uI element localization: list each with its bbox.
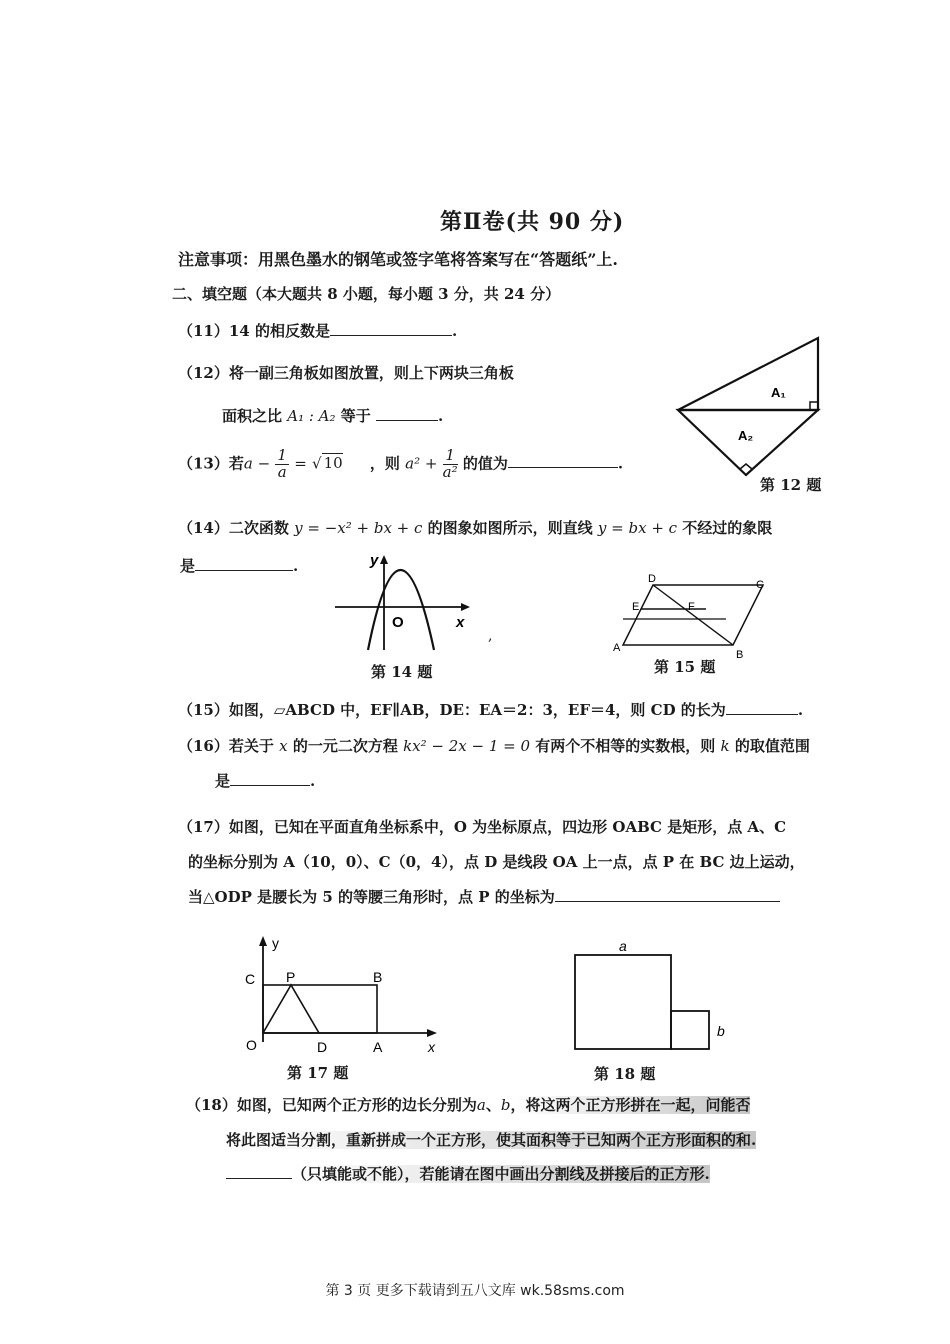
question-15 bbox=[178, 699, 803, 720]
question-number: （17） bbox=[178, 818, 229, 836]
answer-blank bbox=[230, 771, 310, 786]
page-footer: 第 3 页 更多下载请到五八文库 wk.58sms.com bbox=[325, 1283, 625, 1299]
question-text: 是 bbox=[215, 772, 231, 790]
question-text: 二次函数 bbox=[228, 519, 289, 537]
question-text: 等于 bbox=[340, 407, 371, 425]
question-13: （13）若a − $\frac{1}{a}$ = √ 10 ，则 a² + $\frac{1}{\text{a²}}$ 的值为 . bbox=[178, 446, 624, 481]
question-18-line2 bbox=[226, 1129, 756, 1150]
section-heading: 二、填空题（本大题共 8 小题，每小题 3 分，共 24 分） bbox=[172, 285, 561, 303]
question-text: 如图，已知在平面直角坐标系中，O 为坐标原点，四边形 OABC 是矩形，点 A、C bbox=[228, 818, 787, 836]
answer-blank bbox=[376, 406, 438, 421]
caption-17: 第 17 题 bbox=[287, 1064, 349, 1082]
notice: 注意事项：用黑色墨水的钢笔或签字笔将答案写在“答题纸”上. bbox=[178, 250, 618, 269]
variable-b: b bbox=[500, 1096, 511, 1114]
right-angle-mark bbox=[810, 402, 818, 410]
square-a bbox=[575, 955, 671, 1049]
parabola-curve bbox=[368, 570, 434, 650]
label-y: y bbox=[272, 935, 279, 951]
variable-a: a bbox=[476, 1096, 486, 1114]
question-17-line2: 的坐标分别为 A（10，0）、C（0，4），点 D 是线段 OA 上一点，点 P 在 BC 边上运动， bbox=[188, 853, 805, 871]
caption-15: 第 15 题 bbox=[654, 658, 716, 676]
answer-blank bbox=[726, 700, 798, 715]
label-a1: A₁ bbox=[771, 385, 786, 400]
fraction-1-over-a-squared bbox=[443, 448, 458, 481]
caption-18: 第 18 题 bbox=[594, 1065, 656, 1083]
function-expression: y = −x² + bx + c bbox=[294, 519, 423, 537]
label-y: y bbox=[370, 552, 379, 569]
label-b: B bbox=[736, 649, 744, 661]
x-axis-arrow bbox=[427, 1029, 437, 1037]
question-17 bbox=[178, 816, 786, 837]
equals-sign: = bbox=[294, 454, 307, 473]
variable-x: x bbox=[279, 737, 288, 755]
question-text: 面积之比 bbox=[222, 407, 283, 425]
label-c: C bbox=[756, 579, 764, 591]
question-number: （18） bbox=[186, 1096, 237, 1114]
square-b bbox=[671, 1011, 709, 1049]
period: . bbox=[797, 701, 804, 719]
label-d: D bbox=[648, 573, 656, 585]
answer-blank bbox=[508, 453, 618, 468]
question-text: 的一元二次方程 bbox=[292, 737, 398, 755]
question-16 bbox=[178, 735, 810, 756]
fraction-denominator: a² bbox=[442, 462, 458, 481]
question-text: ，将这两个正方形拼在一起，问能否 bbox=[510, 1096, 751, 1114]
answer-blank bbox=[330, 321, 452, 336]
question-text: 当△ODP 是腰长为 5 的等腰三角形时，点 P 的坐标为 bbox=[188, 888, 555, 906]
label-f: F bbox=[688, 601, 695, 613]
question-text: 的图象如图所示，则直线 bbox=[427, 519, 593, 537]
label-b: B bbox=[373, 969, 383, 985]
question-text: 将一副三角板如图放置，则上下两块三角板 bbox=[228, 364, 514, 382]
label-a: A bbox=[373, 1039, 383, 1055]
question-number: （15） bbox=[178, 701, 229, 719]
question-number: （11） bbox=[178, 322, 229, 340]
fraction-1-over-a bbox=[275, 448, 289, 481]
period: . bbox=[293, 557, 299, 575]
answer-blank bbox=[226, 1164, 292, 1179]
question-number: （14） bbox=[178, 519, 229, 537]
question-17-line3 bbox=[188, 886, 780, 907]
label-d: D bbox=[317, 1039, 328, 1055]
label-x: x bbox=[428, 1039, 435, 1055]
question-text: 的值为 bbox=[462, 454, 508, 473]
x-axis-arrow bbox=[461, 603, 470, 611]
question-text: （只填能或不能），若能请在图中画出分割线及拼接后的正方形. bbox=[292, 1165, 710, 1183]
answer-blank bbox=[195, 556, 293, 571]
period: . bbox=[617, 454, 624, 473]
question-12-line2 bbox=[222, 405, 443, 426]
label-c: C bbox=[245, 971, 256, 987]
period: . bbox=[451, 322, 458, 340]
question-text: 有两个不相等的实数根，则 bbox=[535, 737, 716, 755]
right-angle-mark bbox=[740, 464, 752, 469]
figure-17 bbox=[238, 930, 448, 1060]
question-text: 如图，已知两个正方形的边长分别为 bbox=[236, 1096, 477, 1114]
figure-14 bbox=[330, 545, 480, 655]
y-axis-arrow bbox=[380, 555, 388, 564]
fraction-numerator: 1 bbox=[443, 448, 458, 465]
question-number: （12） bbox=[178, 364, 229, 382]
question-16-line2 bbox=[215, 770, 315, 791]
label-a: A bbox=[613, 642, 621, 654]
question-14-line2 bbox=[180, 555, 298, 576]
fraction-numerator: 1 bbox=[277, 446, 287, 464]
period: . bbox=[310, 772, 316, 790]
question-text: 若 bbox=[228, 454, 244, 473]
separator: 、 bbox=[485, 1096, 501, 1114]
ratio-expression: A₁ : A₂ bbox=[287, 407, 336, 425]
question-text: 如图，▱ABCD 中，EF∥AB，DE：EA＝2：3，EF＝4，则 CD 的长为 bbox=[228, 701, 726, 719]
caption-14: 第 14 题 bbox=[371, 663, 433, 681]
question-18-line3 bbox=[226, 1163, 710, 1184]
caption-12: 第 12 题 bbox=[760, 476, 822, 494]
question-text: 若关于 bbox=[228, 737, 274, 755]
label-x: x bbox=[456, 614, 465, 631]
page-title: 第Ⅱ卷(共 90 分) bbox=[440, 209, 625, 235]
label-e: E bbox=[632, 601, 640, 613]
rectangle-oabc bbox=[263, 985, 377, 1033]
equation: kx² − 2x − 1 = 0 bbox=[403, 737, 531, 755]
question-text: ，则 bbox=[369, 454, 400, 473]
sqrt-value: 10 bbox=[323, 454, 343, 473]
variable-k: k bbox=[720, 737, 730, 755]
label-a2: A₂ bbox=[738, 428, 754, 443]
period: . bbox=[438, 407, 444, 425]
y-axis-arrow bbox=[259, 936, 267, 946]
triangle-odp bbox=[263, 985, 319, 1033]
label-a: a bbox=[619, 938, 627, 954]
question-number: （16） bbox=[178, 737, 229, 755]
line-expression: y = bx + c bbox=[597, 519, 678, 537]
question-text: 将此图适当分割，重新拼成一个正方形，使其面积等于已知两个正方形面积的和. bbox=[226, 1131, 757, 1149]
question-11 bbox=[178, 320, 457, 341]
question-text: 的取值范围 bbox=[734, 737, 810, 755]
label-origin: O bbox=[392, 614, 404, 631]
label-o: O bbox=[246, 1037, 257, 1053]
question-18 bbox=[186, 1094, 750, 1115]
upper-triangle bbox=[678, 338, 818, 410]
expression-lhs: a − bbox=[243, 454, 271, 473]
question-text: 是 bbox=[180, 557, 196, 575]
fraction-denominator: a bbox=[277, 462, 287, 481]
answer-blank bbox=[555, 887, 780, 902]
question-14 bbox=[178, 517, 772, 538]
label-p: P bbox=[286, 969, 296, 985]
expression-a-squared: a² + bbox=[405, 454, 438, 473]
label-b: b bbox=[717, 1023, 725, 1039]
figure-15 bbox=[608, 572, 778, 662]
question-12 bbox=[178, 362, 514, 383]
diagonal-db bbox=[653, 585, 733, 645]
question-text: 14 的相反数是 bbox=[228, 322, 330, 340]
question-text: 不经过的象限 bbox=[682, 519, 773, 537]
question-number: （13） bbox=[178, 454, 229, 473]
figure-18 bbox=[565, 938, 735, 1058]
